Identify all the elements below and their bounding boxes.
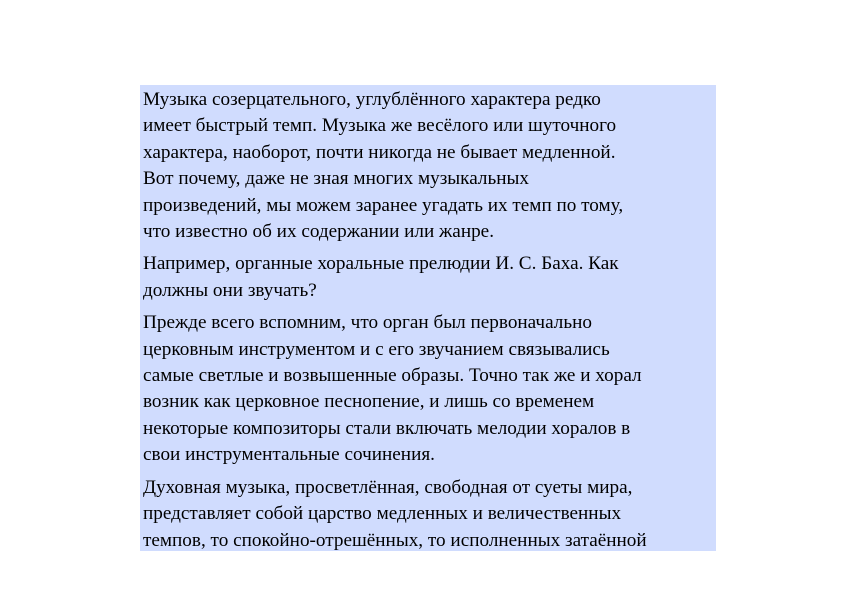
paragraph-3 xyxy=(143,310,716,468)
paragraph-2 xyxy=(143,251,716,304)
text-line: что известно об их содержании или жанре. xyxy=(143,221,494,243)
text-line: темпов, то спокойно-отрешённых, то исполненных затаённой xyxy=(143,529,647,551)
text-line: Прежде всего вспомним, что орган был первоначально xyxy=(143,312,592,334)
text-line: некоторые композиторы стали включать мелодии хоралов в xyxy=(143,417,631,439)
text-line: Например, органные хоральные прелюдии И. С. Баха. Как xyxy=(143,253,619,275)
highlighted-text-block xyxy=(140,85,716,551)
text-line: характера, наоборот, почти никогда не бывает медленной. xyxy=(143,141,616,163)
text-line: должны они звучать? xyxy=(143,279,317,301)
text-line: Вот почему, даже не зная многих музыкальных xyxy=(143,168,529,190)
text-line: произведений, мы можем заранее угадать их темп по тому, xyxy=(143,194,624,216)
text-line: Музыка созерцательного, углублённого характера редко xyxy=(143,89,601,110)
paragraph-1 xyxy=(143,87,716,245)
text-line: церковным инструментом и с его звучанием связывались xyxy=(143,338,610,360)
text-line: свои инструментальные сочинения. xyxy=(143,444,435,466)
text-line: самые светлые и возвышенные образы. Точно так же и хорал xyxy=(143,365,642,387)
text-line: Духовная музыка, просветлённая, свободная от суеты мира, xyxy=(143,476,633,498)
text-line: возник как церковное песнопение, и лишь со временем xyxy=(143,391,595,413)
text-line: имеет быстрый темп. Музыка же весёлого или шуточного xyxy=(143,115,617,137)
text-line: представляет собой царство медленных и величественных xyxy=(143,503,622,525)
paragraph-4 xyxy=(143,475,716,551)
